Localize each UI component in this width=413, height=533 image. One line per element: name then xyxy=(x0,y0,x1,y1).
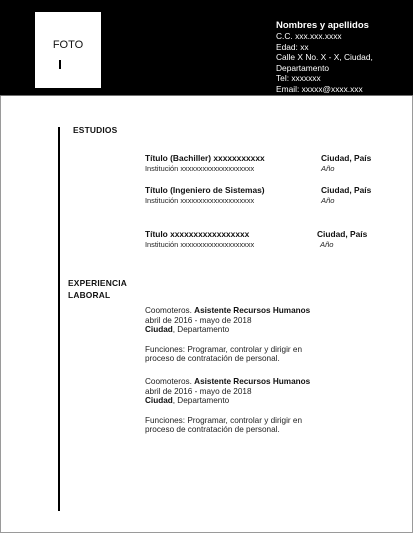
study-title: Título (Bachiller) xxxxxxxxxxx xyxy=(145,153,265,163)
job-company: Coomoteros. xyxy=(145,377,192,386)
job-city: Ciudad xyxy=(145,396,173,406)
phone: Tel: xxxxxxx xyxy=(276,73,321,84)
study-title: Título (Ingeniero de Sistemas) xyxy=(145,185,265,195)
job-city: Ciudad xyxy=(145,325,173,335)
contact-info xyxy=(276,20,411,95)
job-functions: proceso de contratación de personal. xyxy=(145,425,280,435)
full-name: Nombres y apellidos xyxy=(276,20,369,31)
age: Edad: xx xyxy=(276,41,309,52)
job-dates: abril de 2016 - mayo de 2018 xyxy=(145,386,252,396)
email: Email: xxxxx@xxxx.xxx xyxy=(276,83,363,94)
study-institution: Institución xxxxxxxxxxxxxxxxxxxx xyxy=(145,164,255,173)
id-number: C.C. xxx.xxx.xxxx xyxy=(276,31,342,41)
study-institution: Institución xxxxxxxxxxxxxxxxxxxx xyxy=(145,196,255,205)
job-role: Asistente Recursos Humanos xyxy=(194,306,311,315)
header-band xyxy=(0,0,413,95)
photo-label: FOTO xyxy=(52,39,84,51)
photo-placeholder[interactable] xyxy=(35,12,101,88)
study-title: Título xxxxxxxxxxxxxxxxx xyxy=(145,229,250,239)
job-role: Asistente Recursos Humanos xyxy=(194,377,311,386)
section-title-experience xyxy=(68,278,127,300)
study-place: Ciudad, País xyxy=(317,229,368,239)
study-place: Ciudad, País xyxy=(321,185,372,195)
timeline-line xyxy=(58,127,60,511)
section-title-line: LABORAL xyxy=(68,290,111,300)
job-entry xyxy=(145,377,345,435)
study-place: Ciudad, País xyxy=(321,153,372,163)
header-divider xyxy=(0,95,413,96)
section-title-studies: ESTUDIOS xyxy=(73,125,118,135)
job-functions: Funciones: Programar, controlar y dirigir en xyxy=(145,344,302,354)
study-year: Año xyxy=(321,164,335,173)
job-entry xyxy=(145,306,345,364)
job-functions: proceso de contratación de personal. xyxy=(145,354,280,364)
text-cursor xyxy=(59,60,61,69)
study-year: Año xyxy=(321,196,335,205)
job-region: , Departamento xyxy=(172,396,230,406)
job-region: , Departamento xyxy=(172,325,230,335)
address: Calle X No. X - X, Ciudad, Departamento xyxy=(276,52,373,73)
study-year: Año xyxy=(320,240,334,249)
study-institution: Institución xxxxxxxxxxxxxxxxxxxx xyxy=(145,240,255,249)
section-title-line: EXPERIENCIA xyxy=(68,278,127,288)
job-dates: abril de 2016 - mayo de 2018 xyxy=(145,315,252,325)
job-company: Coomoteros. xyxy=(145,306,192,315)
job-functions: Funciones: Programar, controlar y dirigir en xyxy=(145,415,302,425)
